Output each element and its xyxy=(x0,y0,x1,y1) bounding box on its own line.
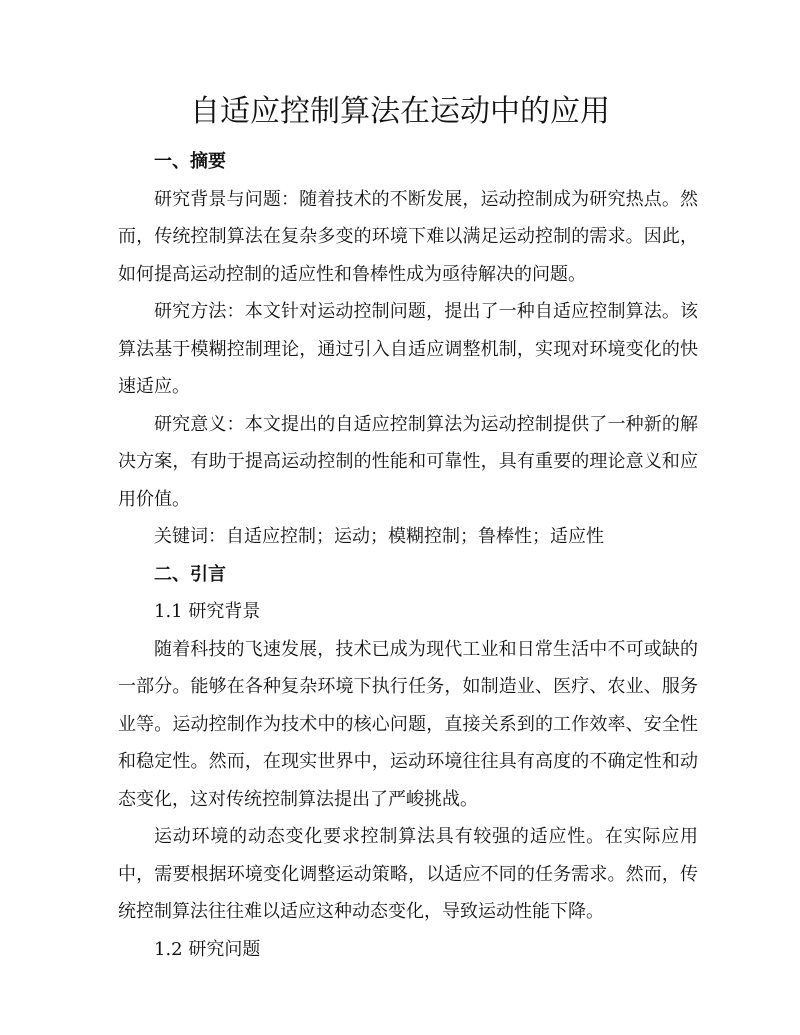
subsection-heading-problem: 1.2 研究问题 xyxy=(154,938,261,960)
section-heading-abstract: 一、摘要 xyxy=(154,151,226,172)
section-heading-introduction: 二、引言 xyxy=(154,563,226,585)
introduction-paragraph-1: 随着科技的飞速发展，技术已成为现代工业和日常生活中不可或缺的一部分。能够在各种复杂环境下执行任务，如制造业、医疗、农业、服务业等。运动控制作为技术中的核心问题，直接关系到的工作效率、安全性和稳定性。然而，在现实世界中，运动环境往往具有高度的不确定性和动态变化，这对传统控制算法提出了严峻挑战。 xyxy=(118,638,698,810)
introduction-paragraph-2: 运动环境的动态变化要求控制算法具有较强的适应性。在实际应用中，需要根据环境变化调整运动策略，以适应不同的任务需求。然而，传统控制算法往往难以适应这种动态变化，导致运动性能下降。 xyxy=(118,826,698,922)
document-title: 自适应控制算法在运动中的应用 xyxy=(190,94,610,129)
subsection-heading-background: 1.1 研究背景 xyxy=(154,601,261,622)
abstract-significance-paragraph: 研究意义：本文提出的自适应控制算法为运动控制提供了一种新的解决方案，有助于提高运动控制的性能和可靠性，具有重要的理论意义和应用价值。 xyxy=(118,413,698,510)
abstract-background-paragraph: 研究背景与问题：随着技术的不断发展，运动控制成为研究热点。然而，传统控制算法在复杂多变的环境下难以满足运动控制的需求。因此，如何提高运动控制的适应性和鲁棒性成为亟待解决的问题。 xyxy=(118,188,698,285)
keywords-line: 关键词：自适应控制；运动；模糊控制；鲁棒性；适应性 xyxy=(154,526,604,547)
abstract-method-paragraph: 研究方法：本文针对运动控制问题，提出了一种自适应控制算法。该算法基于模糊控制理论，通过引入自适应调整机制，实现对环境变化的快速适应。 xyxy=(118,301,698,397)
document-body xyxy=(118,143,698,968)
